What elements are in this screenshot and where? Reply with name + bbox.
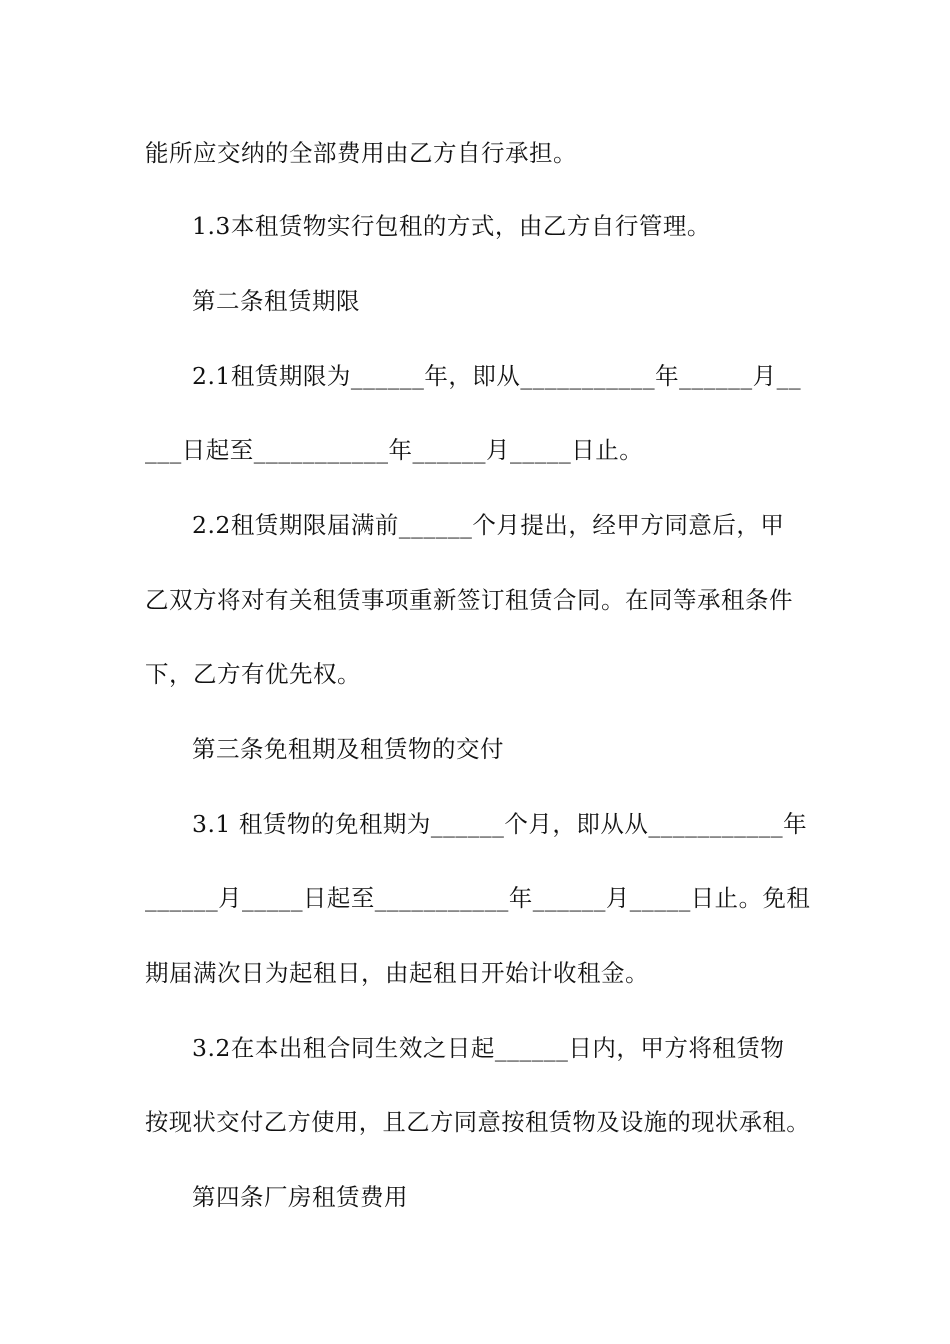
- article-3-heading: 第三条免租期及租赁物的交付: [192, 735, 504, 763]
- paragraph-line: 能所应交纳的全部费用由乙方自行承担。: [145, 139, 577, 167]
- clause-3-2: 3.2在本出租合同生效之日起______日内，甲方将租赁物: [192, 1034, 785, 1062]
- clause-2-2-end: 下，乙方有优先权。: [145, 660, 361, 688]
- article-4-heading: 第四条厂房租赁费用: [192, 1183, 408, 1211]
- clause-3-1-end: 期届满次日为起租日，由起租日开始计收租金。: [145, 959, 649, 987]
- clause-3-1-continued: ______月_____日起至___________年______月_____日止。免租: [145, 884, 811, 912]
- article-2-heading: 第二条租赁期限: [192, 287, 360, 315]
- clause-1-3: 1.3本租赁物实行包租的方式，由乙方自行管理。: [192, 212, 711, 240]
- clause-2-2: 2.2租赁期限届满前______个月提出，经甲方同意后，甲: [192, 511, 785, 539]
- clause-3-2-continued: 按现状交付乙方使用，且乙方同意按租赁物及设施的现状承租。: [145, 1108, 811, 1136]
- clause-2-1-continued: ___日起至___________年______月_____日止。: [145, 436, 644, 464]
- clause-2-1: 2.1租赁期限为______年，即从___________年______月__: [192, 362, 802, 390]
- clause-2-2-continued: 乙双方将对有关租赁事项重新签订租赁合同。在同等承租条件: [145, 586, 793, 614]
- clause-3-1: 3.1 租赁物的免租期为______个月，即从从___________年: [192, 810, 808, 838]
